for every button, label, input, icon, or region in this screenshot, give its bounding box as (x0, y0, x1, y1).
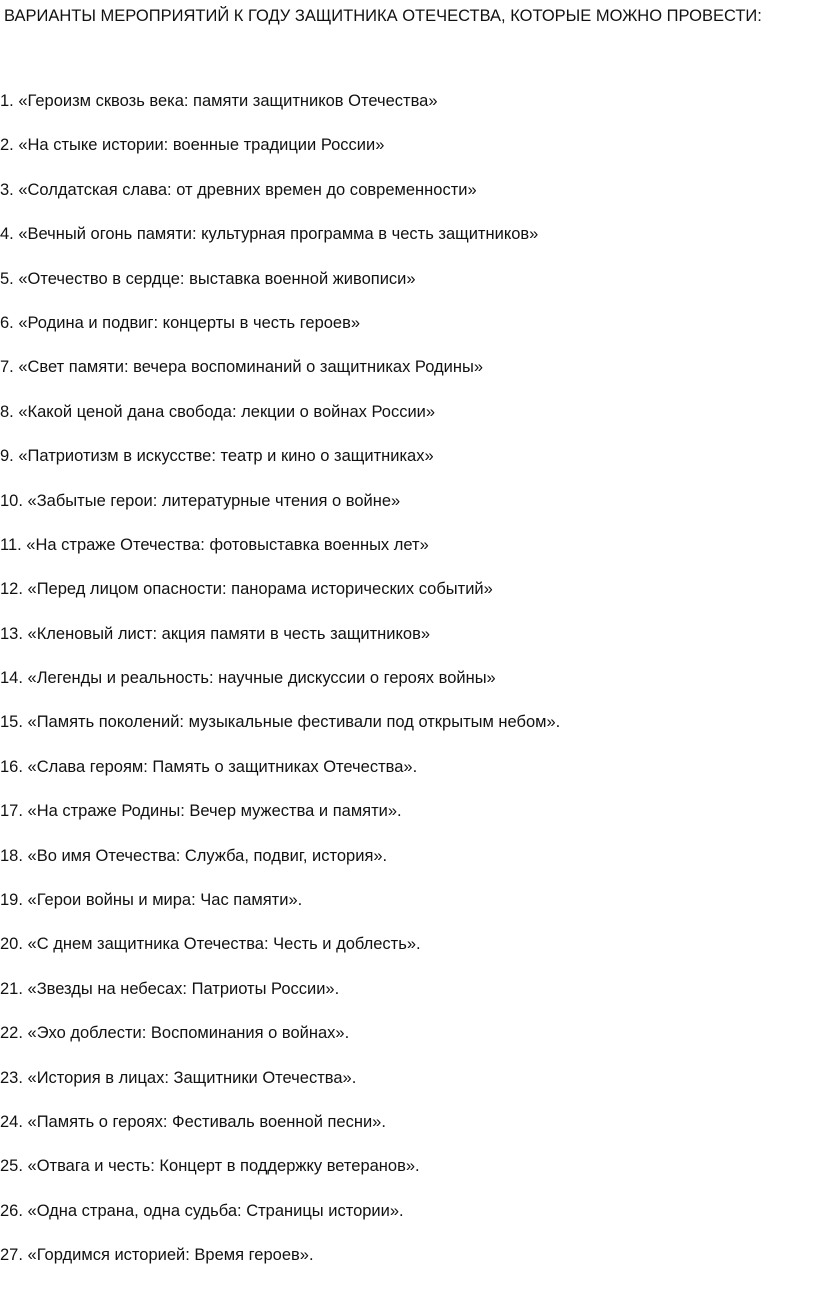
list-item: 22. «Эхо доблести: Воспоминания о войнах». (0, 1024, 350, 1043)
list-item: 10. «Забытые герои: литературные чтения о войне» (0, 491, 401, 510)
event-list (0, 89, 560, 1288)
list-item: 25. «Отвага и честь: Концерт в поддержку ветеранов». (0, 1157, 420, 1176)
list-item: 17. «На страже Родины: Вечер мужества и памяти». (0, 802, 402, 821)
list-item: 8. «Какой ценой дана свобода: лекции о войнах России» (0, 402, 436, 421)
list-item: 20. «С днем защитника Отечества: Честь и доблесть». (0, 935, 421, 954)
list-item: 3. «Солдатская слава: от древних времен до современности» (0, 180, 477, 199)
list-item: 16. «Слава героям: Память о защитниках Отечества». (0, 757, 418, 776)
document-heading: ВАРИАНТЫ МЕРОПРИЯТИЙ К ГОДУ ЗАЩИТНИКА ОТЕЧЕСТВА, КОТОРЫЕ МОЖНО ПРОВЕСТИ: (4, 7, 762, 25)
list-item: 27. «Гордимся историей: Время героев». (0, 1246, 314, 1265)
list-item: 19. «Герои войны и мира: Час памяти». (0, 891, 303, 910)
list-item: 4. «Вечный огонь памяти: культурная программа в честь защитников» (0, 225, 539, 244)
list-item: 11. «На страже Отечества: фотовыставка военных лет» (0, 535, 429, 554)
list-item: 24. «Память о героях: Фестиваль военной песни». (0, 1112, 386, 1131)
list-item: 21. «Звезды на небесах: Патриоты России». (0, 979, 340, 998)
list-item: 1. «Героизм сквозь века: памяти защитников Отечества» (0, 92, 438, 110)
list-item: 2. «На стыке истории: военные традиции России» (0, 136, 385, 155)
list-item: 13. «Кленовый лист: акция памяти в честь защитников» (0, 624, 431, 643)
list-item: 7. «Свет памяти: вечера воспоминаний о защитниках Родины» (0, 358, 483, 377)
list-item: 5. «Отечество в сердце: выставка военной живописи» (0, 269, 416, 288)
list-item: 23. «История в лицах: Защитники Отечества». (0, 1068, 357, 1087)
list-item: 9. «Патриотизм в искусстве: театр и кино о защитниках» (0, 447, 434, 466)
list-item: 15. «Память поколений: музыкальные фестивали под открытым небом». (0, 713, 561, 732)
list-item: 6. «Родина и подвиг: концерты в честь героев» (0, 313, 361, 332)
list-item: 26. «Одна страна, одна судьба: Страницы истории». (0, 1201, 404, 1220)
list-item: 18. «Во имя Отечества: Служба, подвиг, история». (0, 846, 388, 865)
list-item: 14. «Легенды и реальность: научные дискуссии о героях войны» (0, 669, 496, 688)
list-item: 12. «Перед лицом опасности: панорама исторических событий» (0, 580, 493, 599)
